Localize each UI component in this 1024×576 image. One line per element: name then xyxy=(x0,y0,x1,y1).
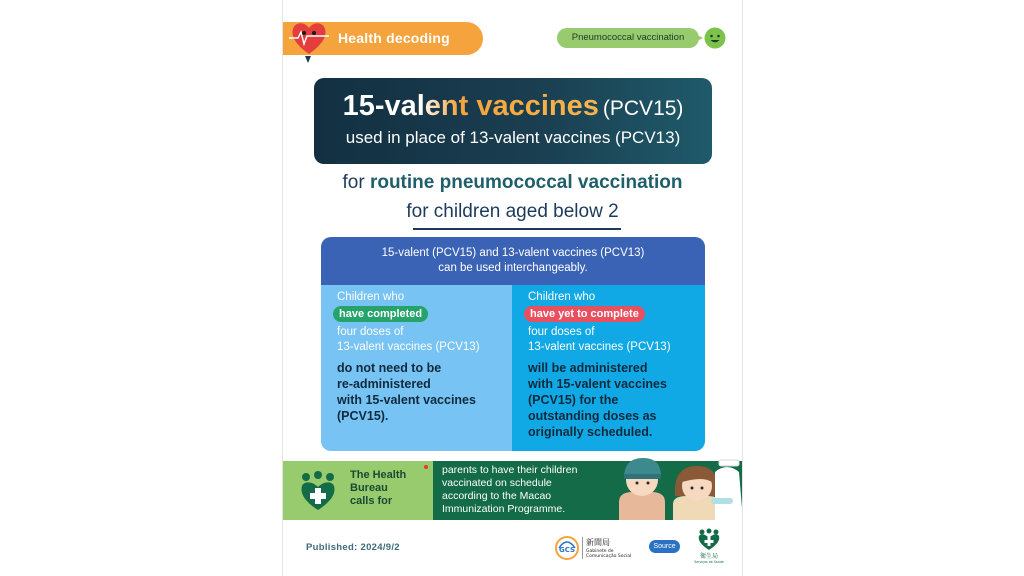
right-line4: 13-valent vaccines (PCV13) xyxy=(528,341,671,353)
left-bold2: re-administered xyxy=(337,377,431,391)
subtitle-line1 xyxy=(283,172,742,194)
red-dot xyxy=(424,465,428,469)
hb-line1: The Health xyxy=(350,469,407,481)
source-button[interactable]: Source xyxy=(649,540,680,553)
call-line4: Immunization Programme. xyxy=(442,503,566,515)
panel-header xyxy=(321,237,705,285)
topic-bubble: Pneumococcal vaccination xyxy=(557,28,699,48)
subtitle-line2 xyxy=(283,201,742,223)
call-line3: according to the Macao xyxy=(442,490,552,502)
left-line1: Children who xyxy=(337,291,405,303)
subtitle-bold: routine pneumococcal vaccination xyxy=(369,172,683,193)
title-line xyxy=(314,90,712,123)
panel-header-line2: can be used interchangeably. xyxy=(438,262,588,274)
gcs-line1: Gabinete de xyxy=(586,549,614,554)
right-bold4: outstanding doses as xyxy=(528,409,657,423)
completed-pill: have completed xyxy=(333,306,428,322)
panel-header-line1: 15-valent (PCV15) and 13-valent vaccines (PCV13) xyxy=(381,247,645,259)
title-main: 15-valent vaccines xyxy=(342,90,599,122)
topic-bubble-tail xyxy=(695,34,703,42)
title-box xyxy=(314,78,712,164)
hb-line2: Bureau xyxy=(350,482,388,494)
call-line2: vaccinated on schedule xyxy=(442,477,552,489)
right-bold2: with 15-valent vaccines xyxy=(528,377,667,391)
right-line1: Children who xyxy=(528,291,596,303)
gcs-logo-icon xyxy=(555,534,645,562)
health-bureau-text xyxy=(350,469,406,508)
left-bold1: do not need to be xyxy=(337,361,442,375)
call-line1: parents to have their children xyxy=(442,464,578,476)
svg-text:GCS: GCS xyxy=(558,546,576,554)
ssm-latin: Serviços de Saúde xyxy=(694,560,724,564)
children-illustration-icon xyxy=(615,452,743,520)
right-bold3: (PCV15) for the xyxy=(528,393,619,407)
left-bold3: with 15-valent vaccines xyxy=(337,393,476,407)
title-secondary: used in place of 13-valent vaccines (PCV13) xyxy=(345,128,681,147)
panel-right-column xyxy=(512,285,705,451)
left-line4: 13-valent vaccines (PCV13) xyxy=(337,341,480,353)
title-code: (PCV15) xyxy=(602,97,684,120)
left-outcome xyxy=(337,360,476,424)
panel-left-column xyxy=(321,285,512,451)
published-date: Published: 2024/9/2 xyxy=(306,542,400,553)
right-bold5: originally scheduled. xyxy=(528,425,653,439)
yet-to-complete-pill: have yet to complete xyxy=(524,306,645,322)
category-tag xyxy=(283,22,483,55)
category-tag-label: Health decoding xyxy=(338,30,450,46)
subtitle-underlined: children aged below 2 xyxy=(433,201,619,222)
ssm-logo-icon xyxy=(694,528,724,564)
right-line3: four doses of xyxy=(528,326,595,338)
smiley-icon xyxy=(704,27,726,49)
hb-line3: calls for xyxy=(350,495,393,507)
left-line3: four doses of xyxy=(337,326,404,338)
right-outcome xyxy=(528,360,667,440)
call-text xyxy=(442,464,577,516)
pin-icon xyxy=(303,55,313,65)
ssm-chinese: 衛生局 xyxy=(699,553,719,560)
heart-mascot-icon xyxy=(289,18,329,58)
gcs-line2: Comunicação Social xyxy=(586,554,632,559)
health-bureau-logo-icon xyxy=(299,471,337,511)
gcs-chinese: 新聞局 xyxy=(586,538,610,547)
subtitle-underline xyxy=(413,228,621,230)
left-bold4: (PCV15). xyxy=(337,409,389,423)
info-panel xyxy=(321,237,705,451)
poster xyxy=(282,0,743,576)
right-bold1: will be administered xyxy=(528,361,648,375)
subtitle-prefix: for xyxy=(342,172,370,193)
subtitle-line2-prefix: for xyxy=(406,201,434,222)
